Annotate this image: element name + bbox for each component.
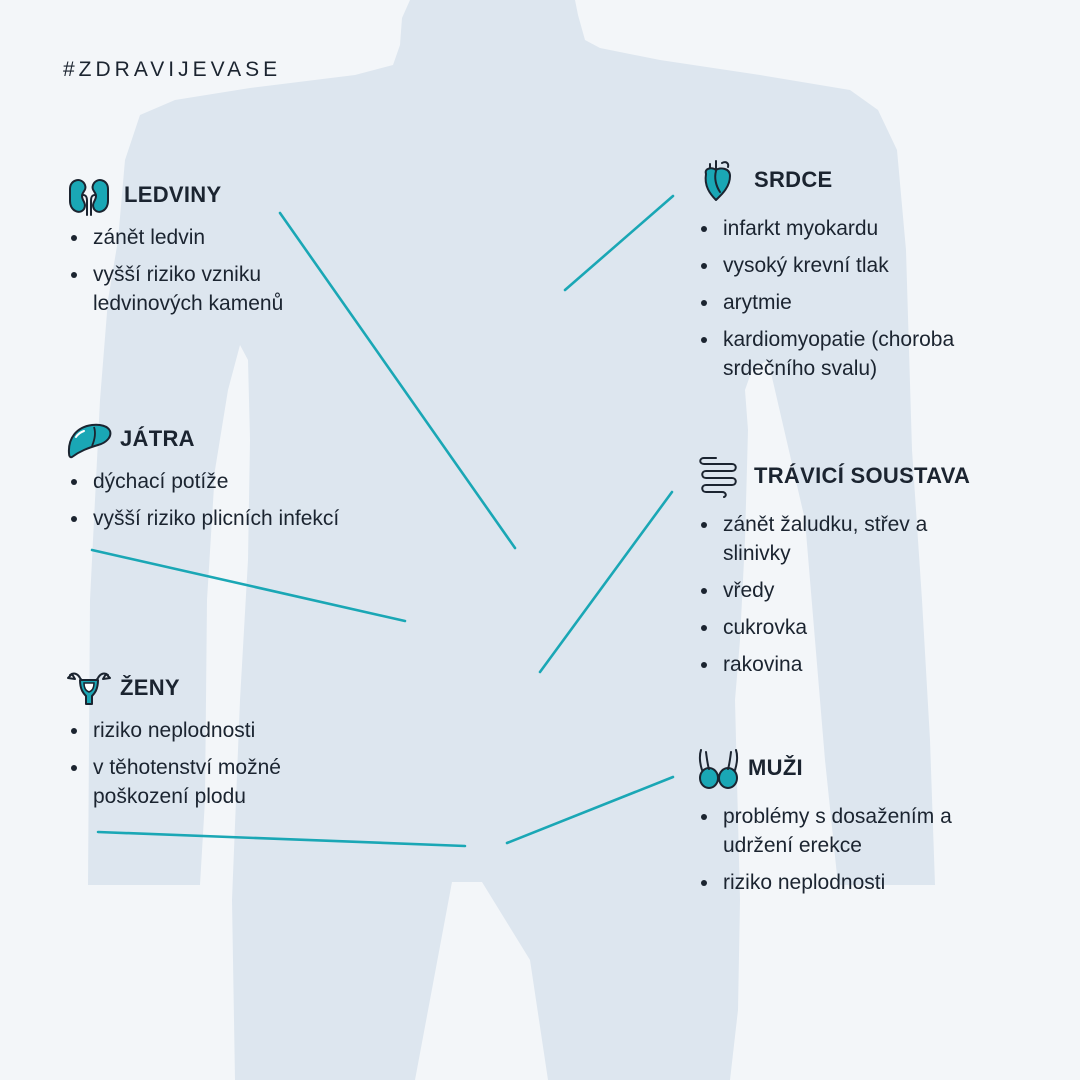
list-item: vředy	[696, 576, 970, 605]
list-item: riziko neplodnosti	[66, 716, 343, 745]
section-title: TRÁVICÍ SOUSTAVA	[754, 463, 971, 488]
list-item: vyšší riziko plicních infekcí	[66, 504, 339, 533]
list-item: zánět ledvin	[66, 223, 363, 252]
section-header	[66, 417, 339, 461]
section-header	[696, 454, 970, 498]
section-title: JÁTRA	[120, 426, 195, 451]
list-item: rakovina	[696, 650, 970, 679]
liver-icon	[66, 417, 112, 461]
section-jatra	[66, 417, 339, 541]
section-header	[66, 666, 343, 710]
section-zeny	[66, 666, 343, 819]
list-item: infarkt myokardu	[696, 214, 1023, 243]
section-items	[66, 716, 343, 811]
section-srdce	[696, 158, 1033, 391]
section-title: LEDVINY	[124, 182, 222, 207]
kidneys-icon	[66, 173, 112, 217]
section-items	[696, 214, 1033, 383]
section-items	[696, 802, 983, 897]
section-items	[66, 223, 363, 318]
list-item: v těhotenství možné poškození plodu	[66, 753, 343, 811]
section-muzi	[696, 746, 983, 905]
list-item: zánět žaludku, střev a slinivky	[696, 510, 963, 568]
section-travici	[696, 454, 970, 687]
list-item: problémy s dosažením a udržení erekce	[696, 802, 983, 860]
srdce-connector	[565, 196, 673, 290]
list-item: arytmie	[696, 288, 1023, 317]
section-title: SRDCE	[754, 167, 833, 192]
section-title: ŽENY	[120, 675, 180, 700]
uterus-icon	[66, 666, 112, 710]
list-item: dýchací potíže	[66, 467, 339, 496]
section-header	[66, 173, 363, 217]
heart-icon	[696, 158, 742, 202]
section-items	[696, 510, 970, 679]
travici-connector	[540, 492, 672, 672]
list-item: riziko neplodnosti	[696, 868, 983, 897]
testes-icon	[696, 746, 742, 790]
list-item: vysoký krevní tlak	[696, 251, 1023, 280]
intestines-icon	[696, 454, 742, 498]
jatra-connector	[92, 550, 405, 621]
section-ledviny	[66, 173, 363, 326]
section-title: MUŽI	[748, 755, 803, 780]
list-item: kardiomyopatie (choroba srdečního svalu)	[696, 325, 1033, 383]
zeny-connector	[98, 832, 465, 846]
list-item: cukrovka	[696, 613, 970, 642]
list-item: vyšší riziko vzniku ledvinových kamenů	[66, 260, 363, 318]
hashtag: #ZDRAVIJEVASE	[63, 58, 282, 81]
section-header	[696, 746, 983, 790]
section-items	[66, 467, 339, 533]
muzi-connector	[507, 777, 673, 843]
section-header	[696, 158, 1033, 202]
